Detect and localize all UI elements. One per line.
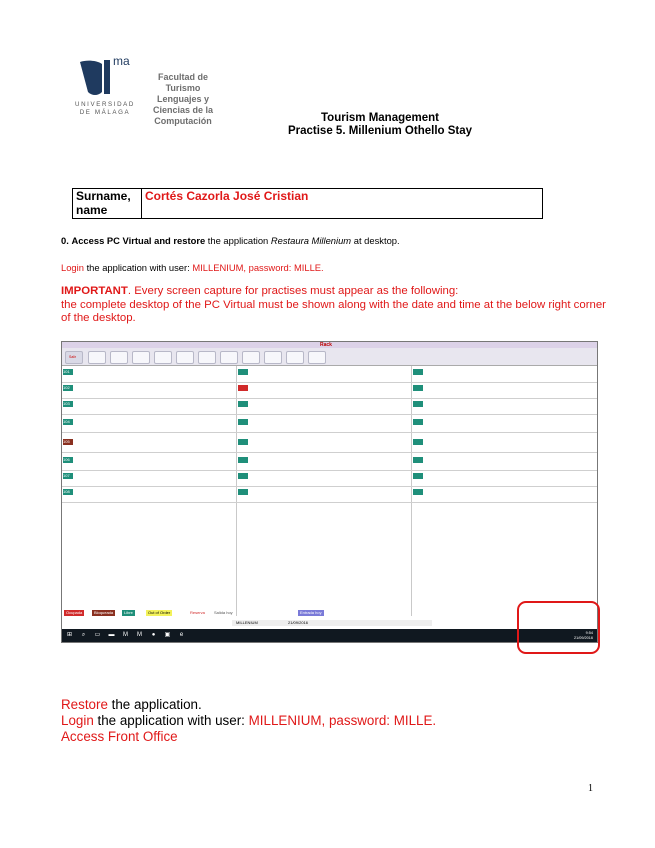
toolbar-button[interactable]: [308, 351, 326, 364]
logo-text: ma: [113, 54, 130, 68]
faculty-name: Facultad de Turismo Lenguajes y Ciencias de la Computación: [152, 72, 214, 126]
table-row[interactable]: 106: [62, 454, 597, 471]
edge-icon[interactable]: e: [179, 632, 184, 638]
table-row[interactable]: 107: [62, 470, 597, 487]
next-steps: Restore the application. Login the application with user: MILLENIUM, password: MILLE. Access Front Office: [61, 697, 437, 744]
start-icon[interactable]: ⊞: [66, 632, 73, 638]
legend-item: Out of Order: [148, 610, 171, 615]
name-value: Cortés Cazorla José Cristian: [142, 189, 543, 219]
table-row[interactable]: 103: [62, 398, 597, 415]
clock-highlight-circle: [517, 601, 600, 654]
legend-item: Ocupada: [66, 610, 83, 615]
task-view-icon[interactable]: ▭: [94, 632, 101, 638]
millenium-app-icon[interactable]: M: [123, 632, 128, 638]
legend-item: Libre: [124, 610, 133, 615]
table-row[interactable]: 105: [62, 436, 597, 453]
toolbar-button[interactable]: [132, 351, 150, 364]
toolbar-button[interactable]: [154, 351, 172, 364]
app-title: Rack: [320, 342, 332, 348]
name-label: Surname, name: [73, 189, 142, 219]
legend-item: Bloqueada: [94, 610, 114, 615]
exit-button[interactable]: Salir: [65, 351, 83, 364]
legend-item: Entrada hoy: [300, 610, 322, 615]
important-note: IMPORTANT. Every screen capture for practises must appear as the following: the complete desktop of the PC Virtual must be shown along with the date and time at the below right corner of the desktop.: [61, 285, 606, 324]
toolbar-button[interactable]: [88, 351, 106, 364]
table-row[interactable]: 102: [62, 382, 597, 399]
login-instruction: Login the application with user: MILLENIUM, password: MILLE.: [61, 262, 324, 273]
chrome-icon[interactable]: ●: [151, 632, 156, 638]
system-tray-clock[interactable]: 9:54 21/09/2016: [573, 631, 593, 640]
name-table: [72, 188, 543, 219]
toolbar-button[interactable]: [264, 351, 282, 364]
desktop-screenshot: [61, 341, 598, 643]
toolbar-button[interactable]: [176, 351, 194, 364]
legend-item: Reserva: [190, 610, 205, 615]
millenium-app-icon[interactable]: M: [137, 632, 142, 638]
app-statusbar: MILLENIUM 21/09/2016: [232, 620, 432, 626]
document-title: Tourism Management Practise 5. Millenium Othello Stay: [287, 112, 473, 137]
legend-item: Salida hoy: [214, 610, 233, 615]
toolbar-button[interactable]: [198, 351, 216, 364]
university-name: UNIVERSIDAD DE MÁLAGA: [75, 101, 135, 116]
table-row[interactable]: 104: [62, 416, 597, 433]
toolbar-button[interactable]: [286, 351, 304, 364]
table-row[interactable]: 108: [62, 486, 597, 503]
search-icon[interactable]: ⌕: [81, 632, 86, 638]
step-0-instruction: 0. Access PC Virtual and restore the application Restaura Millenium at desktop.: [61, 235, 400, 246]
store-icon[interactable]: ▣: [164, 632, 171, 638]
page-number: 1: [588, 783, 593, 794]
toolbar-button[interactable]: [110, 351, 128, 364]
toolbar-button[interactable]: [220, 351, 238, 364]
toolbar-button[interactable]: [242, 351, 260, 364]
table-row[interactable]: 101: [62, 366, 597, 383]
file-explorer-icon[interactable]: ▬: [108, 632, 115, 638]
